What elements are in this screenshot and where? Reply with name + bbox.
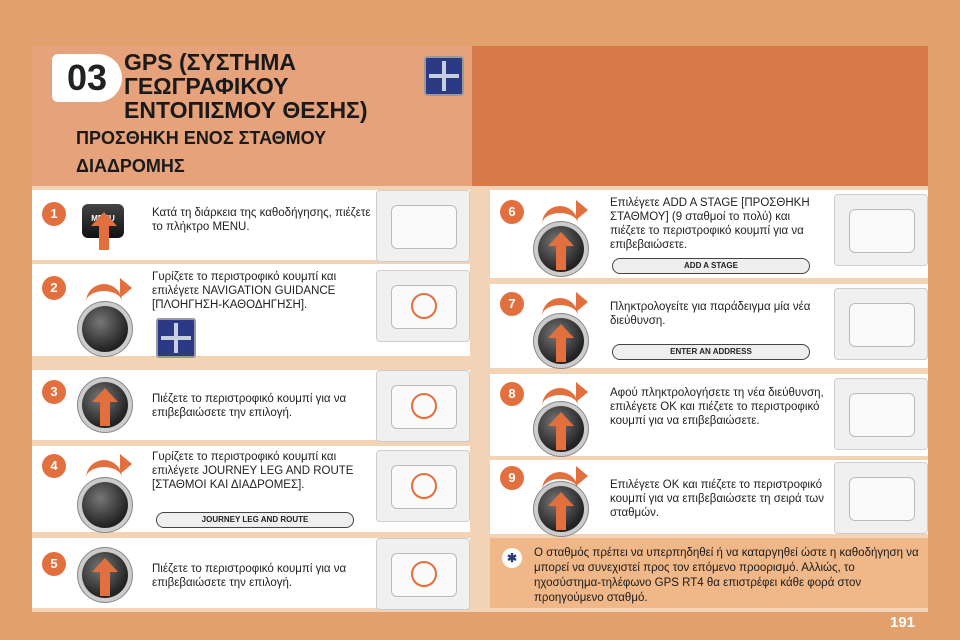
step-number: 4 (42, 454, 66, 478)
navigation-icon (424, 56, 464, 96)
step-7 (490, 284, 928, 368)
info-icon: ✱ (502, 548, 522, 568)
console-pad (849, 209, 915, 253)
step-2 (32, 264, 470, 356)
section-title: ΠΡΟΣΘΗΚΗ ΕΝΟΣ ΣΤΑΘΜΟΥ ΔΙΑΔΡΟΜΗΣ (76, 128, 327, 176)
console-illustration (834, 288, 928, 360)
step-9 (490, 460, 928, 534)
step-text: Επιλέγετε OK και πιέζετε το περιστροφικό κουμπί για να επιβεβαιώσετε τη σειρά των σταθμών. (610, 479, 824, 519)
step-text: Επιλέγετε ADD A STAGE [ΠΡΟΣΘΗΚΗ ΣΤΑΘΜΟΥ] (9 σταθμοί το πολύ) και πιέζετε το περιστροφικό κουμπί για να επιβεβαιώσετε. (610, 197, 810, 251)
step-8 (490, 374, 928, 456)
step-text: Πιέζετε το περιστροφικό κουμπί για να επιβεβαιώσετε την επιλογή. (152, 563, 347, 589)
press-arrow-icon (556, 504, 566, 530)
console-illustration (376, 270, 470, 342)
step-number: 7 (500, 292, 524, 316)
console-illustration (376, 538, 470, 610)
press-arrow-icon (556, 244, 566, 270)
step-number: 1 (42, 202, 66, 226)
step-text: Γυρίζετε το περιστροφικό κουμπί και επιλέγετε NAVIGATION GUIDANCE [ΠΛΟΗΓΗΣΗ-ΚΑΘΟΔΗΓΗΣΗ]. (152, 271, 337, 311)
knob-highlight (411, 293, 437, 319)
console-pad (849, 477, 915, 521)
press-arrow-icon (100, 570, 110, 596)
step-6 (490, 190, 928, 278)
console-pad (849, 303, 915, 347)
rotary-knob-icon (82, 306, 128, 352)
step-number: 2 (42, 276, 66, 300)
screen-label: JOURNEY LEG AND ROUTE (156, 512, 354, 528)
console-pad (849, 393, 915, 437)
console-illustration (376, 370, 470, 442)
knob-highlight (411, 393, 437, 419)
console-illustration (376, 450, 470, 522)
step-number: 9 (500, 466, 524, 490)
note-text: Ο σταθμός πρέπει να υπερπηδηθεί ή να καταργηθεί ώστε η καθοδήγηση να μπορεί να συνεχιστεί προς τον επόμενο προορισμό. Αλλιώς, το ηχοσύστημα-τηλέφωνο GPS RT4 θα επιστρέφει κάθε φορά στον προηγούμενο σταθμό. (534, 547, 919, 604)
console-illustration (834, 378, 928, 450)
page-number: 191 (890, 614, 916, 631)
step-3 (32, 370, 470, 440)
console-pad (391, 205, 457, 249)
step-4 (32, 446, 470, 532)
step-text: Πληκτρολογείτε για παράδειγμα μία νέα διεύθυνση. (610, 301, 811, 327)
knob-highlight (411, 561, 437, 587)
step-text: Αφού πληκτρολογήσετε τη νέα διεύθυνση, επιλέγετε OK και πιέζετε το περιστροφικό κουμπί για να επιβεβαιώσετε. (610, 387, 824, 427)
step-text: Πιέζετε το περιστροφικό κουμπί για να επιβεβαιώσετε την επιλογή. (152, 393, 347, 419)
press-arrow-icon (99, 224, 109, 250)
screen-label: ADD A STAGE (612, 258, 810, 274)
press-arrow-icon (556, 336, 566, 362)
info-note (490, 538, 928, 608)
press-arrow-icon (556, 424, 566, 450)
step-number: 8 (500, 382, 524, 406)
step-number: 3 (42, 380, 66, 404)
step-1 (32, 190, 470, 260)
chapter-number: 03 (52, 54, 122, 102)
page-title: GPS (ΣΥΣΤΗΜΑ ΓΕΩΓΡΑΦΙΚΟΥ ΕΝΤΟΠΙΣΜΟΥ ΘΕΣΗΣ) (124, 49, 368, 123)
console-illustration (834, 462, 928, 534)
console-illustration (834, 194, 928, 266)
rotary-knob-icon (82, 482, 128, 528)
step-number: 6 (500, 200, 524, 224)
screen-label: ENTER AN ADDRESS (612, 344, 810, 360)
console-illustration (376, 190, 470, 262)
step-text: Γυρίζετε το περιστροφικό κουμπί και επιλέγετε JOURNEY LEG AND ROUTE [ΣΤΑΘΜΟΙ ΚΑΙ ΔΙΑΔΡΟΜΕΣ]. (152, 451, 354, 491)
step-number: 5 (42, 552, 66, 576)
navigation-icon (156, 318, 196, 358)
step-5 (32, 538, 470, 608)
knob-highlight (411, 473, 437, 499)
step-text: Κατά τη διάρκεια της καθοδήγησης, πιέζετε το πλήκτρο MENU. (152, 207, 371, 233)
press-arrow-icon (100, 400, 110, 426)
